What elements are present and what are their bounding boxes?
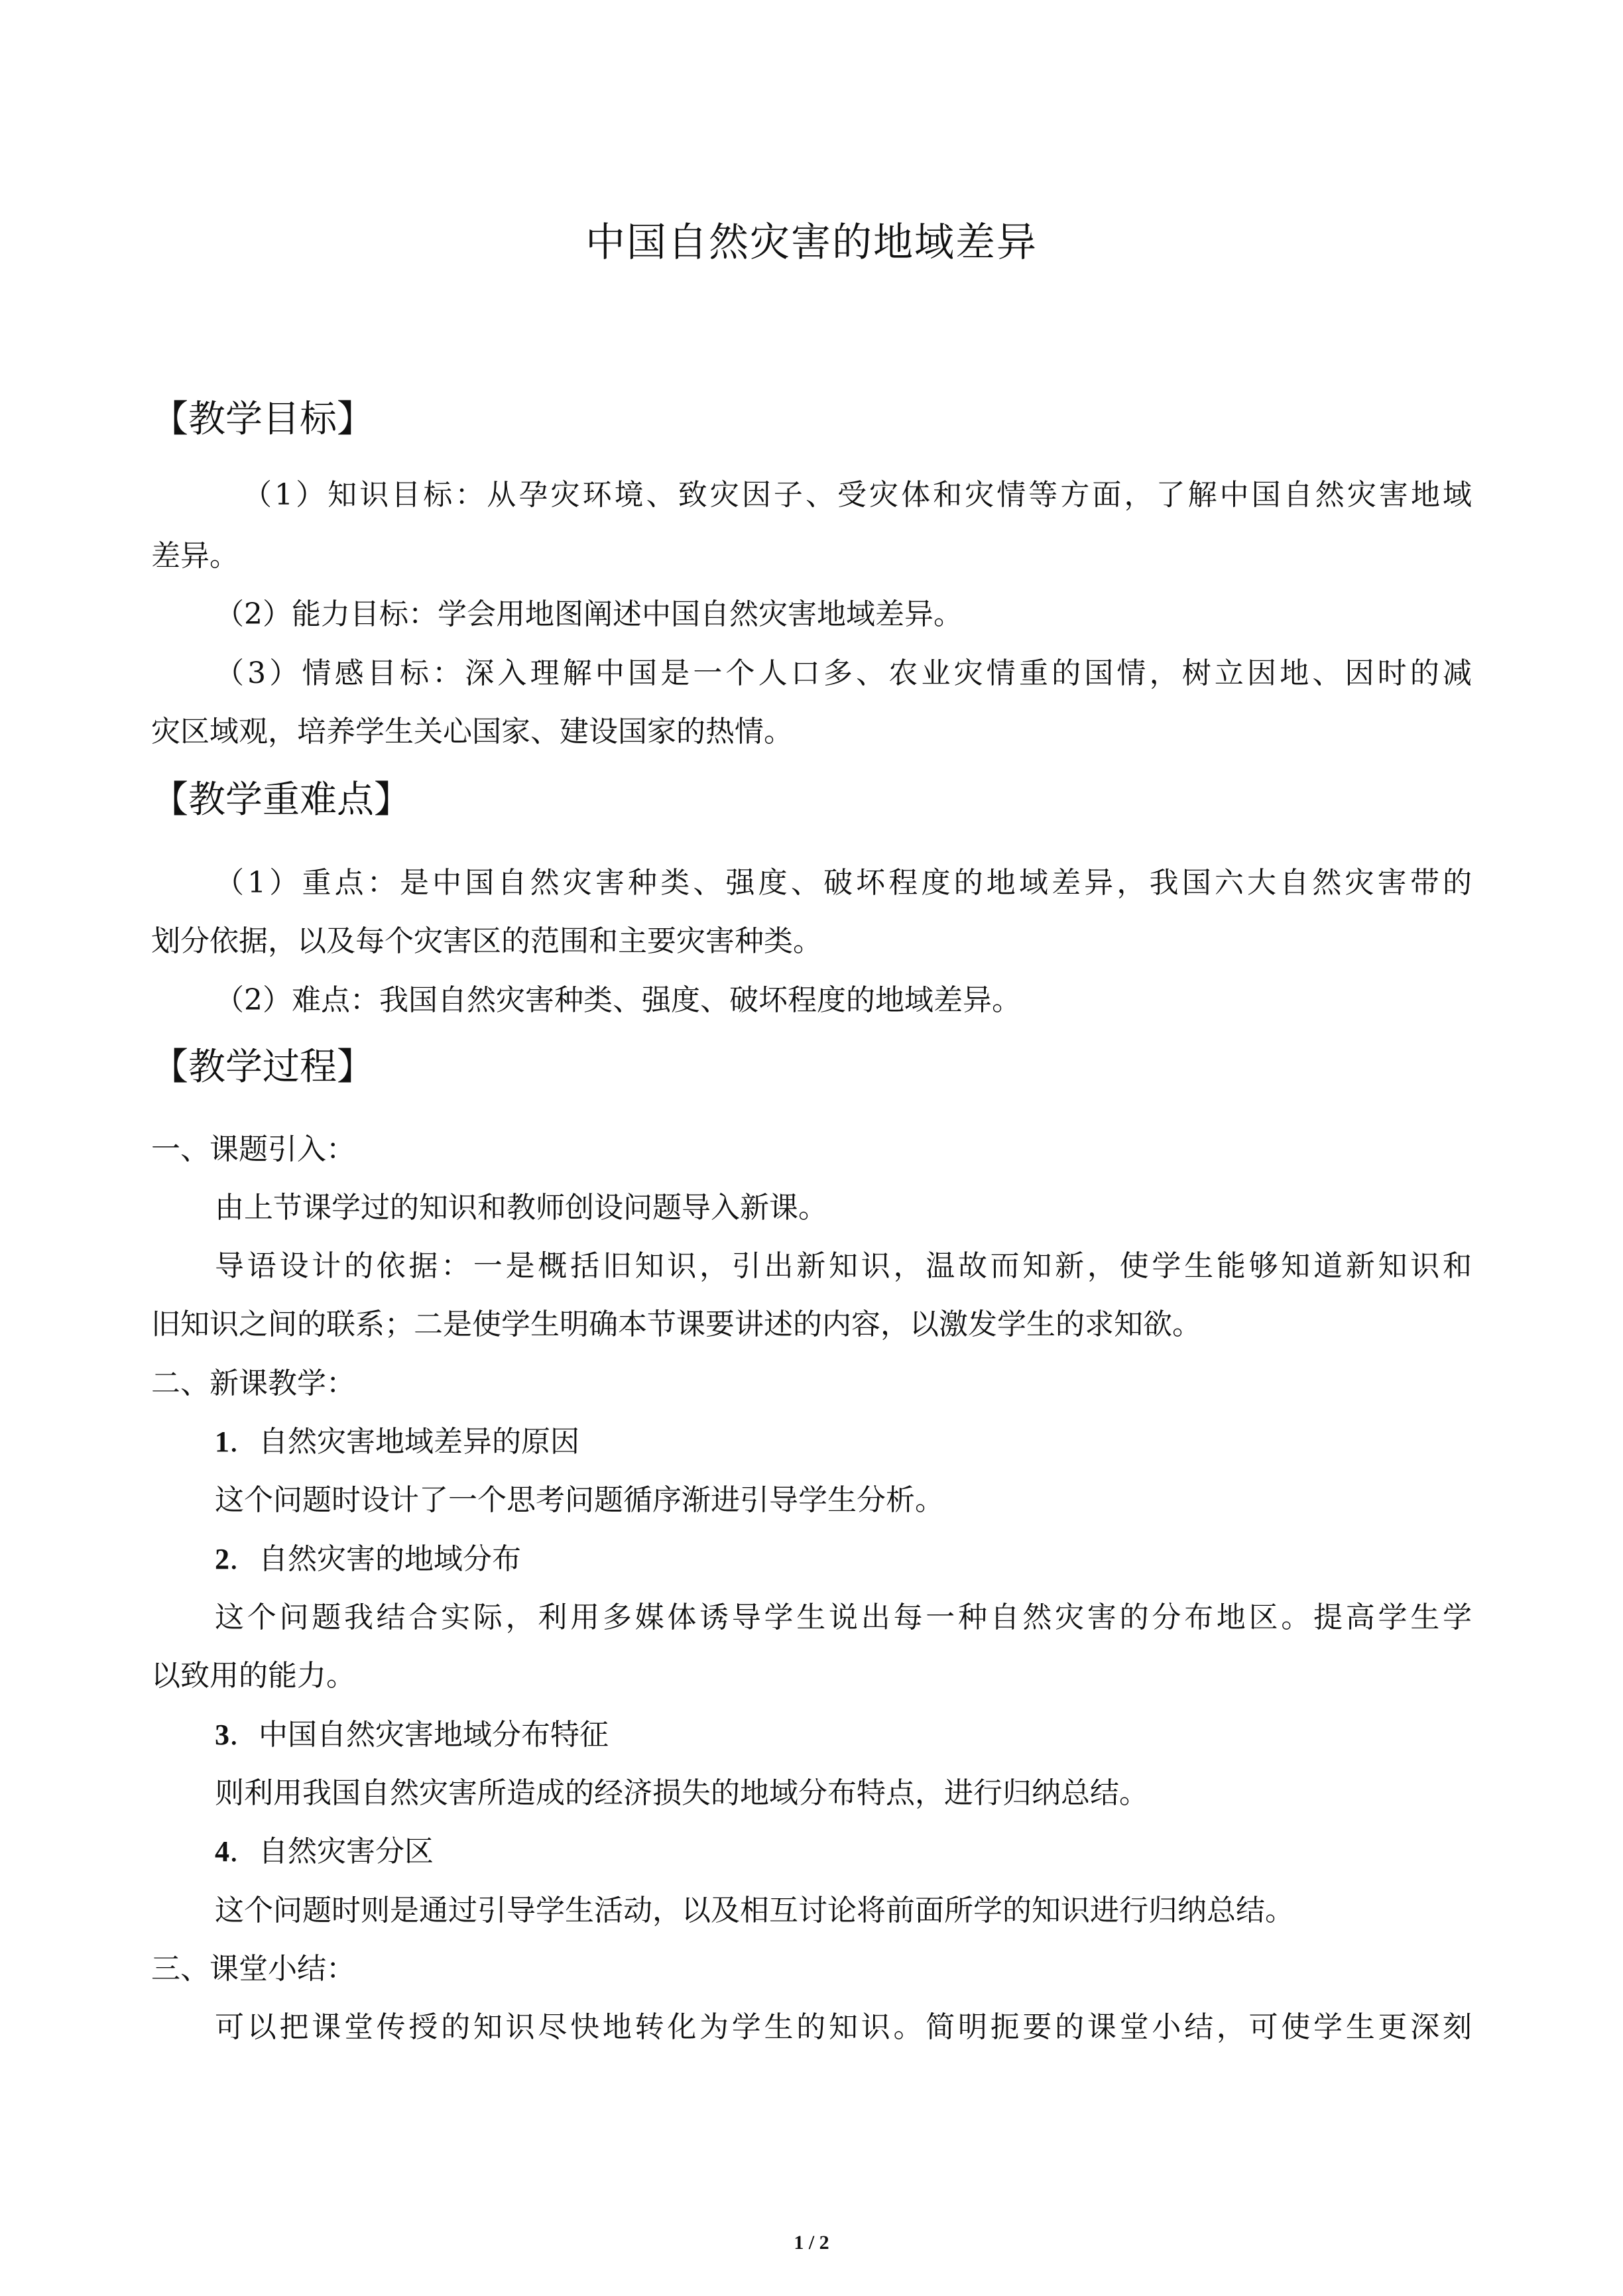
- process-intro-p2-line2: 旧知识之间的联系；二是使学生明确本节课要讲述的内容，以激发学生的求知欲。: [151, 1307, 1201, 1341]
- document-title: 中国自然灾害的地域差异: [585, 219, 1038, 266]
- keypoints-focus-line1: （1）重点：是中国自然灾害种类、强度、破坏程度的地域差异，我国六大自然灾害带的: [215, 866, 1472, 900]
- goals-emotion-line1: （3）情感目标：深入理解中国是一个人口多、农业灾情重的国情，树立因地、因时的减: [215, 656, 1472, 690]
- lesson-item-4-number: 4: [215, 1835, 229, 1868]
- lesson-item-1-text: 这个问题时设计了一个思考问题循序渐进引导学生分析。: [215, 1483, 944, 1517]
- page-number: 1 / 2: [794, 2232, 829, 2254]
- process-summary-p1-line1: 可以把课堂传授的知识尽快地转化为学生的知识。简明扼要的课堂小结，可使学生更深刻: [215, 2010, 1472, 2044]
- process-new-lesson-heading: 二、新课教学：: [151, 1366, 355, 1400]
- lesson-item-1-number: 1: [215, 1425, 229, 1458]
- section-heading-goals: 【教学目标】: [151, 398, 374, 441]
- lesson-item-3-title: 3．中国自然灾害地域分布特征: [215, 1718, 609, 1752]
- section-heading-keypoints: 【教学重难点】: [151, 778, 411, 821]
- process-intro-heading: 一、课题引入：: [151, 1132, 355, 1166]
- goals-knowledge-line2: 差异。: [151, 539, 239, 573]
- lesson-item-2-number: 2: [215, 1543, 229, 1575]
- lesson-item-3-text: 则利用我国自然灾害所造成的经济损失的地域分布特点，进行归纳总结。: [215, 1776, 1148, 1810]
- keypoints-difficulty: （2）难点：我国自然灾害种类、强度、破坏程度的地域差异。: [215, 983, 1021, 1017]
- lesson-item-2-text-line2: 以致用的能力。: [151, 1659, 355, 1693]
- process-summary-heading: 三、课堂小结：: [151, 1952, 355, 1986]
- goals-emotion-line2: 灾区域观，培养学生关心国家、建设国家的热情。: [151, 715, 793, 749]
- lesson-item-4-title: 4．自然灾害分区: [215, 1835, 434, 1868]
- section-heading-process: 【教学过程】: [151, 1046, 374, 1089]
- process-intro-p1: 由上节课学过的知识和教师创设问题导入新课。: [215, 1191, 827, 1225]
- lesson-item-4-text: 这个问题时则是通过引导学生活动，以及相互讨论将前面所学的知识进行归纳总结。: [215, 1894, 1294, 1927]
- lesson-item-3-number: 3: [215, 1719, 229, 1751]
- goals-ability: （2）能力目标：学会用地图阐述中国自然灾害地域差异。: [215, 597, 963, 631]
- lesson-item-1-title: 1．自然灾害地域差异的原因: [215, 1425, 579, 1459]
- process-intro-p2-line1: 导语设计的依据：一是概括旧知识，引出新知识，温故而知新，使学生能够知道新知识和: [215, 1249, 1472, 1283]
- goals-knowledge-line1: （1）知识目标：从孕灾环境、致灾因子、受灾体和灾情等方面，了解中国自然灾害地域: [243, 478, 1472, 512]
- lesson-item-2-text-line1: 这个问题我结合实际，利用多媒体诱导学生说出每一种自然灾害的分布地区。提高学生学: [215, 1601, 1472, 1634]
- keypoints-focus-line2: 划分依据，以及每个灾害区的范围和主要灾害种类。: [151, 924, 822, 958]
- lesson-item-2-title: 2．自然灾害的地域分布: [215, 1542, 521, 1576]
